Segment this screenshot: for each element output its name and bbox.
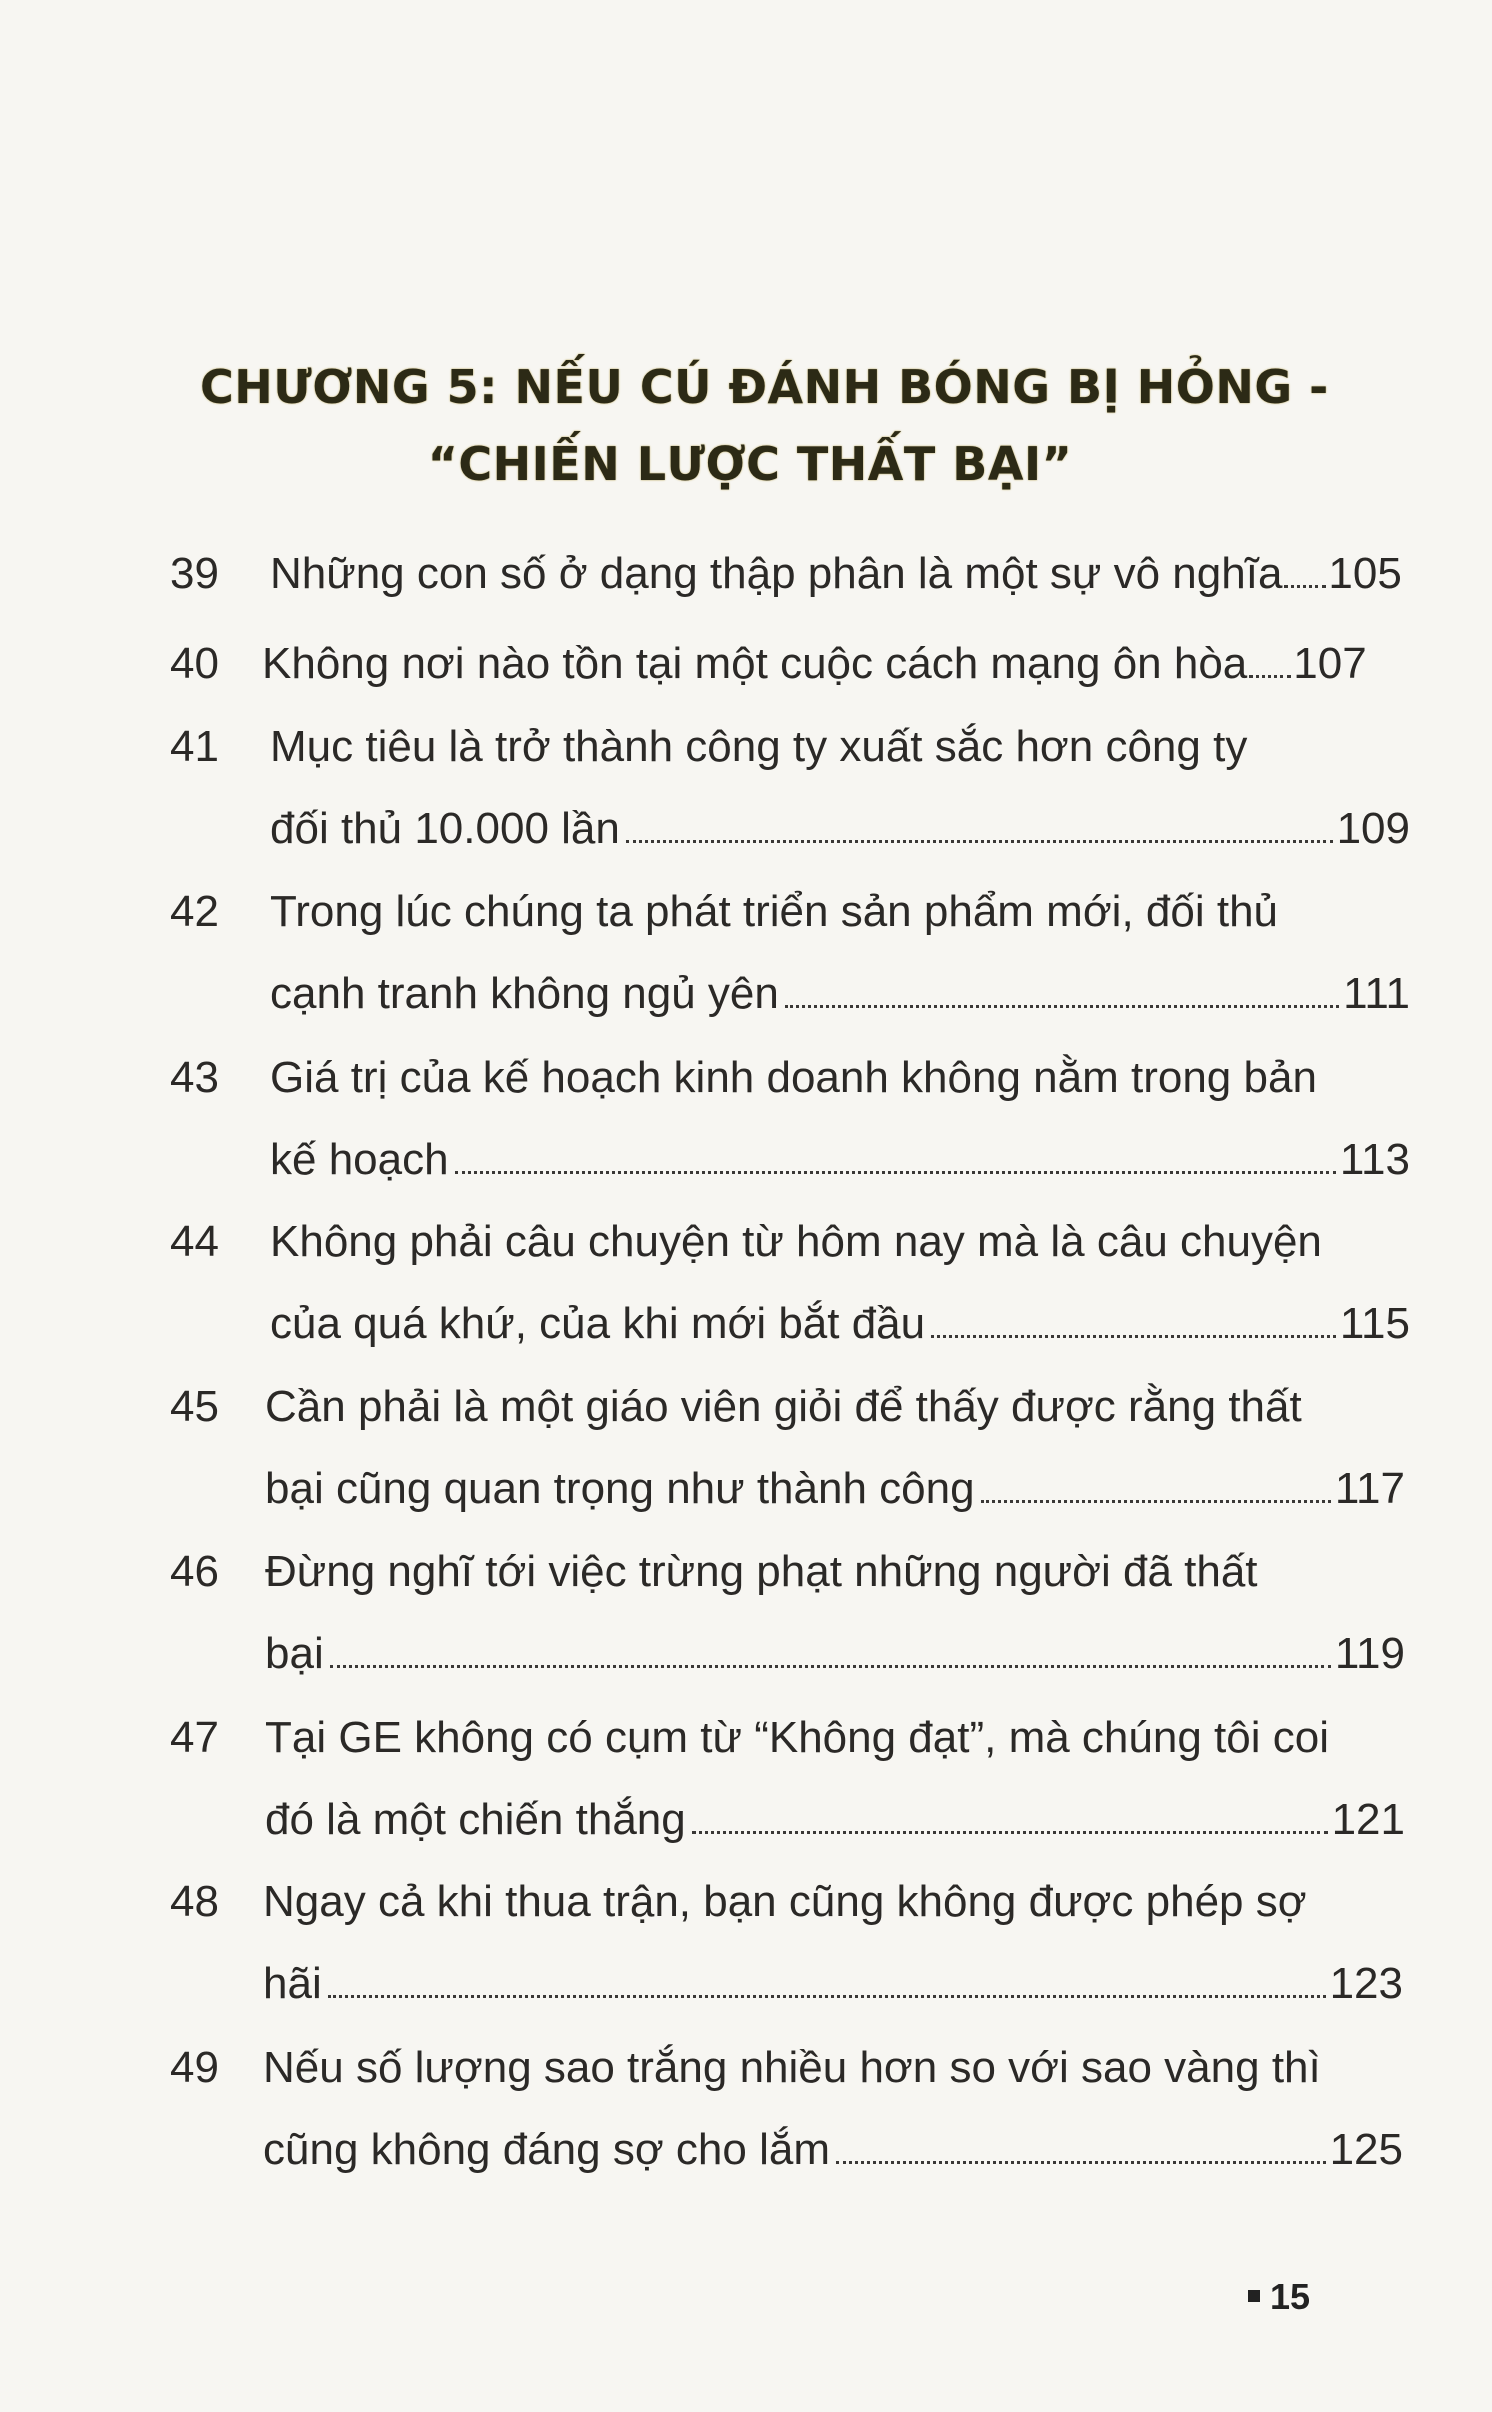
entry-number: 39 xyxy=(170,549,219,598)
entry-title: Những con số ở dạng thập phân là một sự vô nghĩa xyxy=(270,549,1283,598)
leader-dots xyxy=(455,1170,1336,1174)
entry-page: 125 xyxy=(1329,2125,1403,2174)
entry-number: 47 xyxy=(170,1713,219,1762)
entry-title: Cần phải là một giáo viên giỏi để thấy được rằng thất xyxy=(265,1382,1302,1431)
page-number-value: 15 xyxy=(1269,2276,1310,2317)
entry-number: 43 xyxy=(170,1053,219,1102)
entry-title-cont: cũng không đáng sợ cho lắm xyxy=(263,2125,830,2174)
entry-title-cont: đối thủ 10.000 lần xyxy=(270,804,620,853)
toc-entry xyxy=(170,722,1410,885)
leader-dots xyxy=(931,1334,1336,1338)
entry-title-cont: đó là một chiến thắng xyxy=(265,1795,686,1844)
entry-title: Không phải câu chuyện từ hôm nay mà là câu chuyện xyxy=(270,1217,1322,1266)
leader-dots xyxy=(692,1830,1328,1834)
page-number xyxy=(1210,2276,1310,2318)
leader-dots xyxy=(328,1994,1326,1998)
entry-page: 107 xyxy=(1293,639,1367,688)
square-bullet-icon xyxy=(1248,2290,1260,2302)
toc-entry xyxy=(170,1382,1405,1545)
entry-number: 45 xyxy=(170,1382,219,1431)
entry-number: 49 xyxy=(170,2043,219,2092)
chapter-title-line-2: “CHIẾN LƯỢC THẤT BẠI” xyxy=(427,437,1073,491)
toc-entry xyxy=(170,887,1410,1050)
entry-number: 46 xyxy=(170,1547,219,1596)
entry-title-cont: hãi xyxy=(263,1959,322,2008)
chapter-title-line-1: CHƯƠNG 5: NẾU CÚ ĐÁNH BÓNG BỊ HỎNG - xyxy=(200,360,1329,414)
entry-page: 119 xyxy=(1334,1629,1405,1678)
entry-number: 42 xyxy=(170,887,219,936)
entry-title-cont: kế hoạch xyxy=(270,1135,449,1184)
entry-page: 105 xyxy=(1328,549,1402,598)
entry-title-cont: bại xyxy=(265,1629,324,1678)
entry-number: 48 xyxy=(170,1877,219,1926)
leader-dots xyxy=(785,1004,1339,1008)
entry-number: 41 xyxy=(170,722,219,771)
entry-title: Ngay cả khi thua trận, bạn cũng không được phép sợ xyxy=(263,1877,1307,1926)
leader-dots xyxy=(626,839,1333,843)
entry-title-cont: bại cũng quan trọng như thành công xyxy=(265,1464,975,1513)
entry-title: Mục tiêu là trở thành công ty xuất sắc hơn công ty xyxy=(270,722,1248,771)
toc-entry xyxy=(170,2043,1403,2206)
entry-title: Trong lúc chúng ta phát triển sản phẩm mới, đối thủ xyxy=(270,887,1279,936)
entry-page: 111 xyxy=(1343,969,1410,1018)
entry-page: 117 xyxy=(1334,1464,1405,1513)
toc-entry xyxy=(170,1877,1403,2040)
entry-page: 109 xyxy=(1336,804,1410,853)
leader-dots xyxy=(1284,584,1326,588)
entry-title: Giá trị của kế hoạch kinh doanh không nằm trong bản xyxy=(270,1053,1317,1102)
leader-dots xyxy=(981,1499,1331,1503)
toc-entry xyxy=(170,1713,1405,1876)
entry-page: 121 xyxy=(1331,1795,1405,1844)
entry-number: 44 xyxy=(170,1217,219,1266)
entry-page: 123 xyxy=(1329,1959,1403,2008)
entry-title: Đừng nghĩ tới việc trừng phạt những người đã thất xyxy=(265,1547,1258,1596)
toc-entry xyxy=(170,1547,1405,1710)
entry-title: Tại GE không có cụm từ “Không đạt”, mà chúng tôi coi xyxy=(265,1713,1329,1762)
leader-dots xyxy=(1249,674,1291,678)
leader-dots xyxy=(836,2160,1326,2164)
entry-title: Nếu số lượng sao trắng nhiều hơn so với sao vàng thì xyxy=(263,2043,1321,2092)
entry-page: 115 xyxy=(1339,1299,1410,1348)
entry-title-cont: của quá khứ, của khi mới bắt đầu xyxy=(270,1299,926,1348)
entry-title-cont: cạnh tranh không ngủ yên xyxy=(270,969,779,1018)
entry-title: Không nơi nào tồn tại một cuộc cách mạng ôn hòa xyxy=(262,639,1248,688)
entry-number: 40 xyxy=(170,639,219,688)
toc-entry xyxy=(170,1053,1410,1216)
toc-entry xyxy=(170,1217,1410,1380)
leader-dots xyxy=(330,1664,1331,1668)
entry-page: 113 xyxy=(1339,1135,1410,1184)
